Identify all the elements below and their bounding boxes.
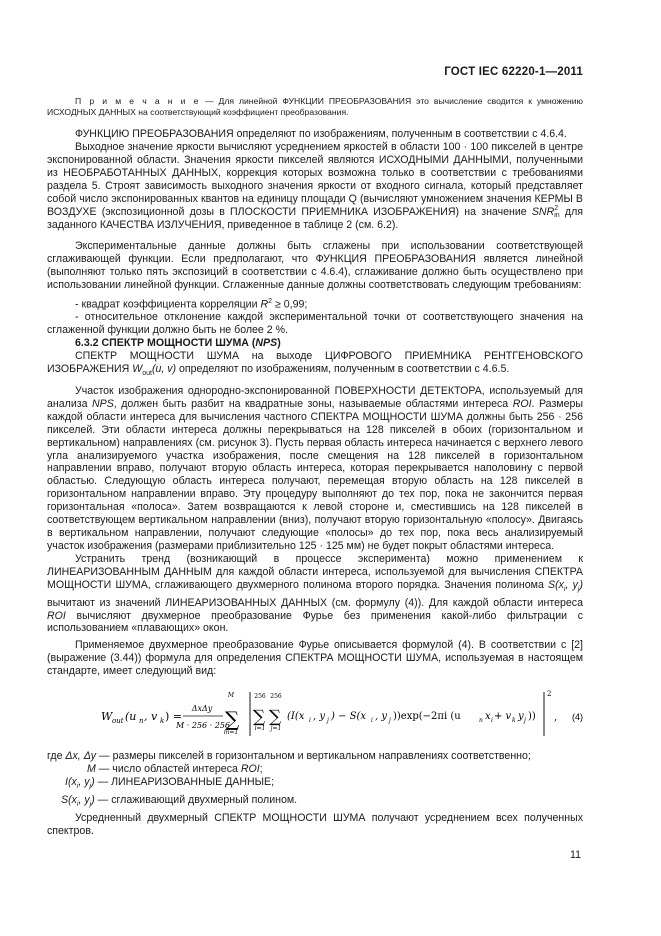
svg-text:i: i: [309, 717, 311, 725]
svg-text:))exp(−2πi (u: ))exp(−2πi (u: [393, 711, 461, 723]
svg-text:, y: , y: [375, 711, 388, 723]
svg-text:M: M: [227, 692, 235, 700]
section-heading: 6.3.2 СПЕКТР МОЩНОСТИ ШУМА (NPS): [75, 337, 281, 350]
svg-text:j: j: [524, 717, 526, 725]
svg-text:j=1: j=1: [270, 725, 282, 733]
svg-text:y: y: [518, 711, 524, 723]
svg-text:2: 2: [547, 690, 552, 699]
svg-text:i: i: [491, 717, 493, 725]
svg-text:)): )): [528, 711, 536, 723]
paragraph: Применяемое двухмерное преобразование Фурье описывается формулой (4). В соответствии с [2] (выражение (3.44)) формула для определения СПЕКТРА МОЩНОСТИ ШУМА, используемая в настоящем стандарте, имеет следующий вид:: [47, 639, 583, 678]
svg-text:i: i: [371, 717, 373, 725]
paragraph: Устранить тренд (возникающий в процессе эксперимента) можно применением к ЛИНЕАРИЗОВАННЫМ ДАННЫМ для каждой области интереса, используемой для вычисления СПЕКТРА МОЩНОСТИ ШУМА, сглаживающего двухмерного полинома второго порядка. Значения полинома $S(x_i$, $y_j$) вычитают из значений ЛИНЕАРИЗОВАННЫХ ДАННЫХ (см. формулу (4)). Для каждой области интереса ROI вычисляют двухмерное преобразование Фурье без применения какой-либо фильтрации с использованием «плавающих» окон.: [47, 552, 583, 635]
svg-text:) =: ) =: [165, 710, 183, 724]
svg-text:, y: , y: [313, 711, 326, 723]
svg-text:i=1: i=1: [254, 725, 266, 733]
list-item: - квадрат коэффициента корреляции $R^2 \ge 0,99$;: [75, 297, 308, 311]
svg-text:n: n: [139, 717, 144, 726]
page-number: 11: [570, 849, 581, 861]
sum-sign: ∑: [225, 707, 240, 732]
svg-text:256: 256: [254, 693, 266, 701]
svg-text:k: k: [160, 717, 165, 726]
svg-text:,: ,: [554, 712, 558, 724]
svg-text:m=1: m=1: [223, 729, 239, 737]
note-text: — Для линейной ФУНКЦИИ ПРЕОБРАЗОВАНИЯ это вычисление сводится к умножению ИСХОДНЫХ ДАННЫХ на соответствующий коэффициент преобразования.: [47, 96, 583, 117]
formula-number: (4): [572, 712, 583, 723]
formula-4: [47, 686, 583, 744]
svg-text:(u: (u: [125, 710, 137, 724]
paragraph: Экспериментальные данные должны быть сглажены при использовании соответствующей сглаживающей функции. Если предполагают, что ФУНКЦИЯ ПРЕОБРАЗОВАНИЯ является линейной (выполняют только пять экспозиций в соответствии с 4.6.4), сглаживание должно быть осуществлено при использовании линейной функции. Сглаженные данные должны соответствовать следующим требованиям:: [47, 240, 583, 292]
svg-text:j: j: [389, 717, 391, 725]
svg-text:(I(x: (I(x: [287, 711, 305, 723]
svg-text:j: j: [327, 717, 329, 725]
svg-text:out: out: [112, 717, 124, 726]
definition: $I(x_i$, $y_j$) — ЛИНЕАРИЗОВАННЫЕ ДАННЫЕ;: [65, 775, 275, 791]
paragraph: Выходное значение яркости вычисляют усреднением яркостей в области 100 · 100 пикселей в центре экспонированной области. Значения яркости пикселей являются ИСХОДНЫМИ ДАННЫМИ, полученными из НЕОБРАБОТАННЫХ ДАННЫХ, коррекция которых возможна только в соответствии с требованиями раздела 5. Строят зависимость выходного значения яркости от входного сигнала, который представляет собой число экспонированных квантов на единицу площади Q (вычисляют умножением значения КЕРМЫ В ВОЗДУХЕ (экспозиционной дозы в ПЛОСКОСТИ ПРИЕМНИКА ИЗОБРАЖЕНИЯ) на значение SNR 2 in для заданного КАЧЕСТВА ИЗЛУЧЕНИЯ, приведенное в таблице 2 (см. 6.2).: [47, 140, 583, 232]
paragraph: Участок изображения однородно-экспонированной ПОВЕРХНОСТИ ДЕТЕКТОРА, используемый для анализа NPS, должен быть разбит на квадратные зоны, называемые областями интереса ROI. Размеры каждой области интереса для вычисления частного СПЕКТРА МОЩНОСТИ ШУМА должны быть 256 · 256 пикселей. Эти области интереса должны перекрываться на 128 пикселей в обоих (горизонтальном и вертикальном) направлениях (см. рисунок 3). Пусть первая область интереса начинается с верхнего левого угла анализируемого участка изображения, после смещения на 128 пикселей в горизонтальном направлении вправо, получают вторую область интереса, которая перекрывается наполовину с первой областью. Следующую область интереса получают, перемещая вторую область на 128 пикселей в горизонтальном направлении вправо. Эту процедуру выполняют до тех пор, пока не закончится первая горизонтальная «полоса». Затем возвращаются к левой стороне и, сместившись на 128 пикселей в соответствующем вертикальном направлении (вниз), получают вторую горизонтальную «полосу». Двигаясь в вертикальном направлении, получают следующие «полосы» до тех пор, пока весь анализируемый участок изображения (размерами приблизительно 125 · 125 мм) не будет покрыт областями интереса.: [47, 385, 583, 552]
svg-text:) − S(x: ) − S(x: [331, 711, 367, 723]
paragraph: Усредненный двухмерный СПЕКТР МОЩНОСТИ ШУМА получают усреднением всех полученных спектров.: [47, 811, 583, 837]
document-body: [47, 96, 583, 838]
svg-text:n: n: [479, 717, 483, 725]
svg-text:256: 256: [270, 693, 282, 701]
standard-header: ГОСТ IEC 62220-1—2011: [444, 66, 583, 78]
sum-sign: ∑: [269, 707, 282, 728]
paragraph: СПЕКТР МОЩНОСТИ ШУМА на выходе ЦИФРОВОГО ПРИЕМНИКА РЕНТГЕНОВСКОГО ИЗОБРАЖЕНИЯ $W_{out}(u$, v) определяют по изображениям, полученным в соответствии с 4.6.5.: [47, 350, 583, 378]
formula-lhs: W: [101, 710, 113, 724]
sum-sign: ∑: [253, 707, 266, 728]
definition: $S(x_i$, $y_j$) — сглаживающий двухмерный полином.: [61, 793, 298, 809]
svg-text:x: x: [485, 711, 491, 723]
paragraph: ФУНКЦИЮ ПРЕОБРАЗОВАНИЯ определяют по изображениям, полученным в соответствии с 4.6.4.: [75, 128, 567, 140]
note-label: П р и м е ч а н и е: [75, 96, 201, 106]
list-item: - относительное отклонение каждой экспериментальной точки от соответствующего значения на сглаженной функции должно быть не более 2 %.: [47, 311, 583, 337]
svg-text:+ v: + v: [494, 711, 512, 723]
svg-text:k: k: [512, 717, 516, 725]
definition: где Δx, Δy — размеры пикселей в горизонтальном и вертикальном направлениях соответственно;: [47, 750, 531, 763]
note: [47, 96, 583, 118]
definition: M — число областей интереса ROI;: [87, 763, 263, 775]
formula-graphic: [47, 686, 583, 744]
fraction-denominator: M · 256 · 256: [176, 721, 230, 731]
svg-text:, v: , v: [144, 710, 158, 724]
fraction-numerator: ΔxΔy: [191, 704, 213, 714]
